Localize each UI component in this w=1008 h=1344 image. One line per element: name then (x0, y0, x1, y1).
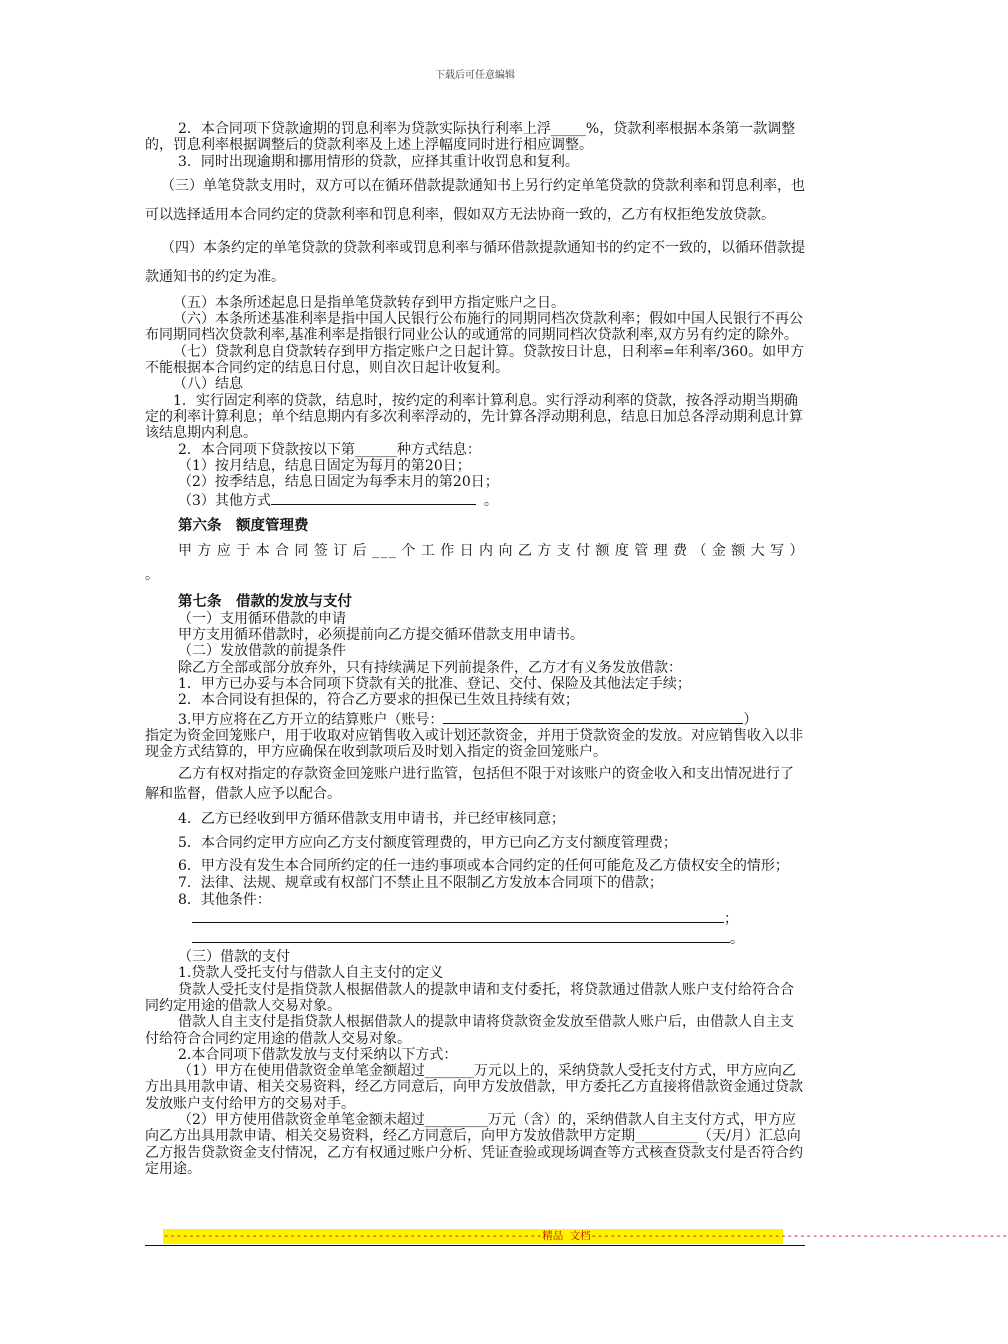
paragraph: （1）按月结息，结息日固定为每月的第20日； (178, 457, 471, 474)
paragraph: （八）结息 (173, 376, 243, 393)
paragraph: 4．乙方已经收到甲方循环借款支用申请书，并已经审核同意； (178, 811, 565, 828)
paragraph: 指定为资金回笼账户，用于收取对应销售收入或计划还款资金，并用于贷款资金的发放。对应销售收入以非现金方式结算的，甲方应确保在收到款项后及时划入指定的资金回笼账户。 (145, 727, 803, 761)
section-heading: 第七条 借款的发放与支付 (178, 592, 352, 610)
account-label: 3.甲方应将在乙方开立的结算账户（账号： (178, 711, 444, 728)
paragraph: （七）贷款利息自贷款转存到甲方指定账户之日起计算。贷款按日计息，日利率=年利率/360。如甲方不能根据本合同约定的结息日付息，则自次日起计收复利。 (145, 343, 805, 377)
punctuation: 。 (483, 493, 498, 510)
option-label: （3）其他方式 (178, 493, 271, 510)
paragraph: 1.贷款人受托支付与借款人自主支付的定义 (178, 965, 444, 982)
paragraph: 除乙方全部或部分放弃外，只有持续满足下列前提条件，乙方才有义务发放借款： (178, 659, 682, 676)
paragraph: 2．本合同项下贷款按以下第______种方式结息： (178, 441, 481, 458)
blank-line (443, 709, 743, 724)
punctuation: 。 (730, 931, 744, 948)
paragraph: 乙方有权对指定的存款资金回笼账户进行监管，包括但不限于对该账户的资金收入和支出情况进行了解和监督，借款人应予以配合。 (145, 766, 794, 803)
paragraph: 1．甲方已办妥与本合同项下贷款有关的批准、登记、交付、保险及其他法定手续； (178, 675, 691, 692)
blank-line (192, 908, 724, 923)
paragraph: （一）支用循环借款的申请 (178, 610, 346, 627)
punctuation: ； (724, 911, 738, 928)
paragraph: （三）单笔贷款支用时，双方可以在循环借款提款通知书上另行约定单笔贷款的贷款利率和罚息利率，也可以选择适用本合同约定的贷款利率和罚息利率，假如双方无法协商一致的，乙方有权拒绝发放贷款。 (145, 177, 805, 223)
punctuation: ） (743, 711, 758, 728)
paragraph: （二）发放借款的前提条件 (178, 643, 346, 660)
paragraph: 7．法律、法规、规章或有权部门不禁止且不限制乙方发放本合同项下的借款； (178, 875, 663, 892)
blank-line (271, 490, 476, 505)
paragraph: 2．本合同设有担保的，符合乙方要求的担保已生效且持续有效； (178, 692, 579, 709)
paragraph: 贷款人受托支付是指贷款人根据借款人的提款申请和支付委托，将贷款通过借款人账户支付给符合合同约定用途的借款人交易对象。 (145, 981, 794, 1014)
footer-banner: ------------------------------------------------------------精品 文档------------------------------------------------------------------ (163, 1230, 1008, 1242)
paragraph (145, 490, 805, 509)
paragraph: （1）甲方在使用借款资金单笔金额超过_______万元以上的，采纳贷款人受托支付方式，甲方应向乙方出具用款申请、相关交易资料，经乙方同意后，向甲方发放借款，甲方委托乙方直接将借款资金通过贷款发放账户支付给甲方的交易对手。 (145, 1063, 803, 1112)
blank-line-row (145, 908, 805, 928)
page-header: 下载后可任意编辑 (435, 70, 515, 81)
paragraph: （2）甲方使用借款资金单笔金额未超过_________万元（含）的，采纳借款人自主支付方式，甲方应向乙方出具用款申请、相关交易资料，经乙方同意后，向甲方发放借款甲方定期_________（天/月）汇总向乙方报告贷款资金支付情况，乙方有权通过账户分析、凭证查验或现场调查等方式核查贷款支付是否符合约定用途。 (145, 1111, 803, 1177)
paragraph: （六）本条所述基准利率是指中国人民银行公布施行的同期同档次贷款利率；假如中国人民银行不再公布同期同档次贷款利率,基准利率是指银行同业公认的或通常的同期同档次贷款利率,双方另有约定的除外。 (145, 311, 803, 344)
paragraph: （四）本条约定的单笔贷款的贷款利率或罚息利率与循环借款提款通知书的约定不一致的，以循环借款提款通知书的约定为准。 (145, 239, 805, 285)
paragraph: 2.本合同项下借款发放与支付采纳以下方式： (178, 1046, 458, 1063)
paragraph (145, 709, 805, 728)
paragraph: 8．其他条件： (178, 891, 271, 908)
paragraph: （五）本条所述起息日是指单笔贷款转存到甲方指定账户之日。 (173, 294, 565, 311)
paragraph: （三）借款的支付 (178, 949, 290, 966)
document-body (145, 121, 805, 1177)
punctuation: 。 (145, 566, 159, 583)
paragraph: 甲方应于本合同签订后___个工作日内向乙方支付额度管理费（金额大写） (178, 542, 805, 559)
paragraph: （2）按季结息，结息日固定为每季末月的第20日； (178, 474, 499, 491)
paragraph: 3．同时出现逾期和挪用情形的贷款，应择其重计收罚息和复利。 (178, 153, 579, 170)
paragraph: 借款人自主支付是指贷款人根据借款人的提款申请将贷款资金发放至借款人账户后，由借款人自主支付给符合合同约定用途的借款人交易对象。 (145, 1014, 794, 1047)
paragraph: 2．本合同项下贷款逾期的罚息利率为贷款实际执行利率上浮_____%，贷款利率根据本条第一款调整的，罚息利率根据调整后的贷款利率及上述上浮幅度同时进行相应调整。 (145, 121, 796, 154)
footer-rule (145, 1245, 805, 1246)
paragraph: 6．甲方没有发生本合同所约定的任一违约事项或本合同约定的任何可能危及乙方债权安全的情形； (178, 858, 789, 875)
paragraph: 1．实行固定利率的贷款，结息时，按约定的利率计算利息。实行浮动利率的贷款，按各浮动期当期确定的利率计算利息；单个结息期内有多次利率浮动的，先计算各浮动期利息，结息日加总各浮动期利息计算该结息期内利息。 (145, 392, 803, 442)
blank-line (192, 928, 730, 943)
blank-line-row (145, 928, 805, 948)
section-heading: 第六条 额度管理费 (178, 516, 309, 534)
paragraph: 甲方支用循环借款时，必须提前向乙方提交循环借款支用申请书。 (178, 627, 584, 644)
paragraph: 5．本合同约定甲方应向乙方支付额度管理费的，甲方已向乙方支付额度管理费； (178, 835, 677, 852)
